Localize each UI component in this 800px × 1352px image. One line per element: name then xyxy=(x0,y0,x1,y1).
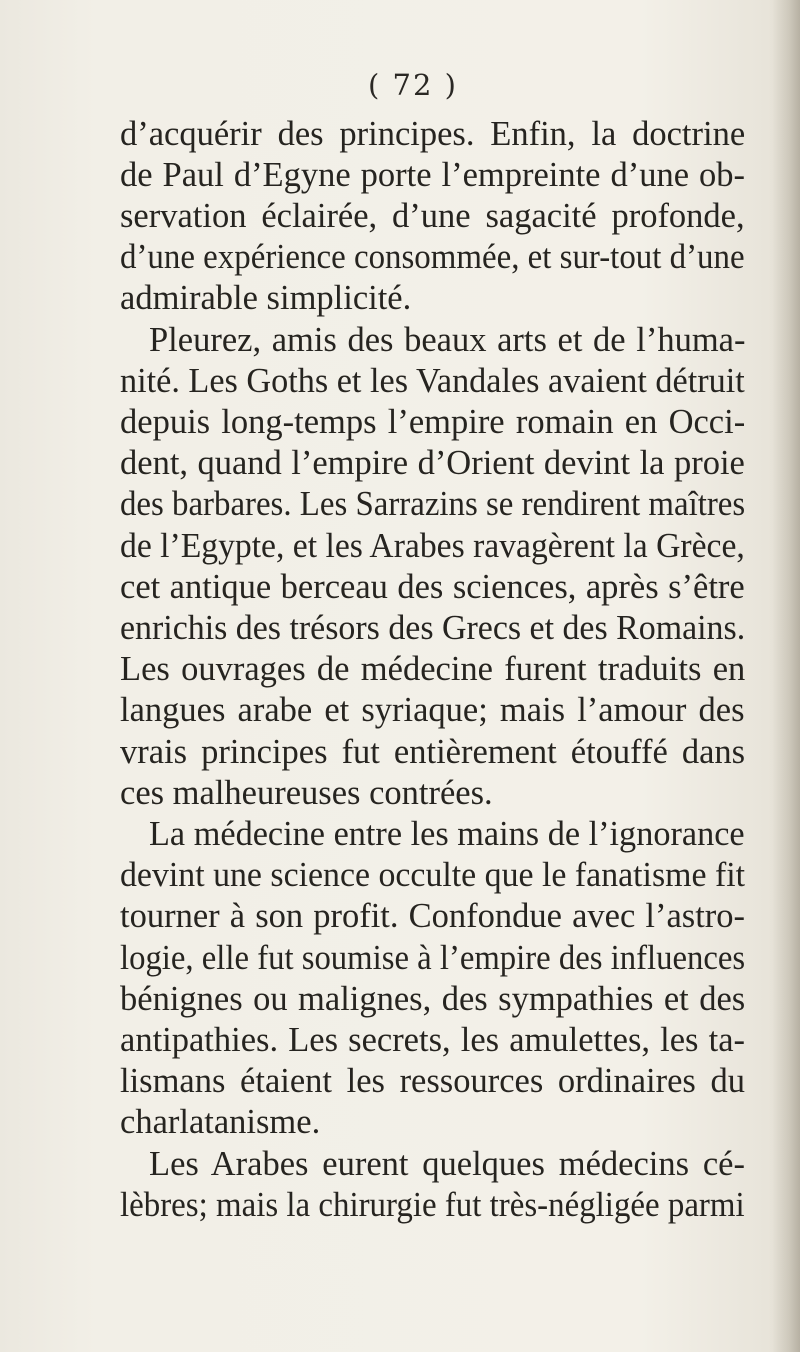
text-line: logie, elle fut soumise à l’empire des influences xyxy=(120,939,746,977)
text-line: servation éclairée, d’une sagacité profonde, xyxy=(120,197,745,235)
text-line: charlatanisme. xyxy=(120,1103,321,1141)
text-line: tourner à son profit. Confondue avec l’astro- xyxy=(120,897,746,935)
paragraph-start-line: Pleurez, amis des beaux arts et de l’huma- xyxy=(149,321,746,359)
paragraph-start-line: La médecine entre les mains de l’ignorance xyxy=(149,815,745,853)
text-line: enrichis des trésors des Grecs et des Romains. xyxy=(120,609,746,647)
page-edge-shadow xyxy=(772,0,800,1352)
text-line: Les ouvrages de médecine furent traduits en xyxy=(120,650,746,688)
text-line: devint une science occulte que le fanatisme fit xyxy=(120,856,746,894)
text-line: langues arabe et syriaque; mais l’amour des xyxy=(120,691,745,729)
text-line: ces malheureuses contrées. xyxy=(120,774,493,812)
text-line: d’acquérir des principes. Enfin, la doctrine xyxy=(120,115,746,153)
text-line: antipathies. Les secrets, les amulettes, les ta- xyxy=(120,1021,745,1059)
text-line: lèbres; mais la chirurgie fut très-négligée parmi xyxy=(120,1186,745,1224)
text-line: d’une expérience consommée, et sur-tout d’une xyxy=(120,238,745,276)
text-line: lismans étaient les ressources ordinaires du xyxy=(120,1062,745,1100)
page-number: ( 72 ) xyxy=(368,68,458,102)
text-line: des barbares. Les Sarrazins se rendirent maîtres xyxy=(120,485,746,523)
text-line: dent, quand l’empire d’Orient devint la proie xyxy=(120,444,745,482)
text-line: vrais principes fut entièrement étouffé dans xyxy=(120,733,746,771)
text-line: de l’Egypte, et les Arabes ravagèrent la Grèce, xyxy=(120,527,745,565)
text-line: admirable simplicité. xyxy=(120,279,412,317)
text-line: de Paul d’Egyne porte l’empreinte d’une ob- xyxy=(120,156,745,194)
text-line: depuis long-temps l’empire romain en Occi- xyxy=(120,403,746,441)
text-line: nité. Les Goths et les Vandales avaient détruit xyxy=(120,362,745,400)
text-line: bénignes ou malignes, des sympathies et des xyxy=(120,980,746,1018)
paragraph-start-line: Les Arabes eurent quelques médecins cé- xyxy=(149,1145,745,1183)
text-line: cet antique berceau des sciences, après s’être xyxy=(120,568,745,606)
